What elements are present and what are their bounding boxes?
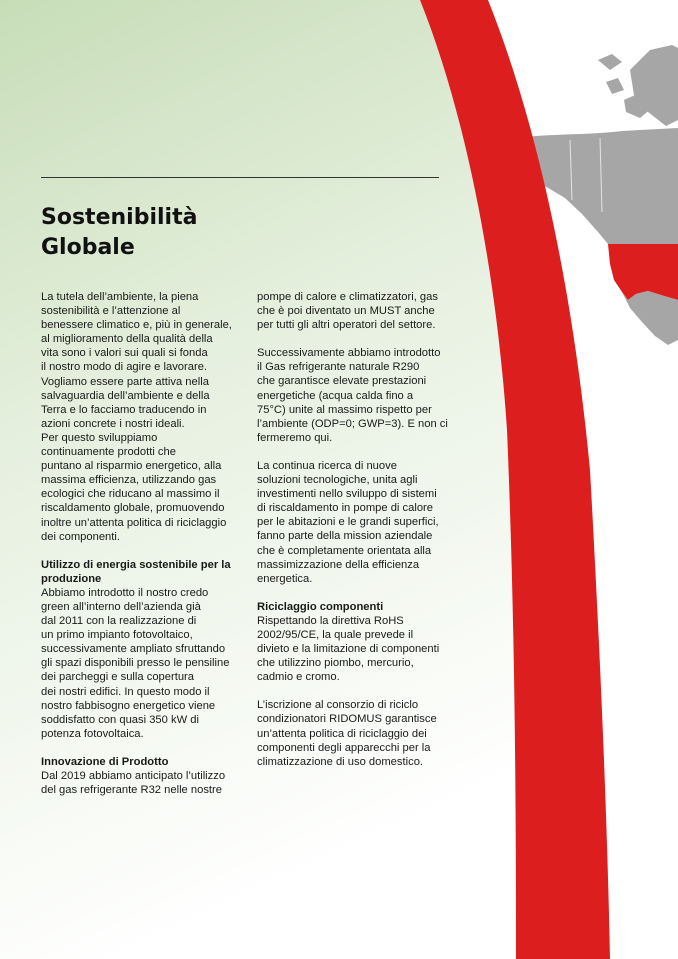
energy-paragraph xyxy=(41,586,246,741)
title-line: Globale xyxy=(41,235,135,260)
text-line: del gas refrigerante R32 nelle nostre xyxy=(41,784,222,797)
recycling-paragraph xyxy=(257,614,457,684)
text-line: soluzioni tecnologiche, unita agli xyxy=(257,474,418,487)
text-line: Dal 2019 abbiamo anticipato l’utilizzo xyxy=(41,770,226,782)
text-line: Vogliamo essere parte attiva nella xyxy=(41,375,209,388)
header-rule xyxy=(41,177,439,178)
text-line: benessere climatico e, più in generale, xyxy=(41,319,232,332)
text-line: salvaguardia dell’ambiente e della xyxy=(41,389,210,402)
text-line: pompe di calore e climatizzatori, gas xyxy=(257,291,438,303)
map-usa-highlight xyxy=(608,244,678,300)
consortium-paragraph xyxy=(257,698,457,768)
text-line: La tutela dell’ambiente, la piena xyxy=(41,291,199,303)
text-line: che utilizzino piombo, mercurio, xyxy=(257,657,414,670)
page-title xyxy=(41,203,197,263)
text-line: massimizzazione della efficienza xyxy=(257,558,420,571)
text-line: dei componenti. xyxy=(41,530,120,543)
text-line: potenza fotovoltaica. xyxy=(41,727,144,740)
heading-line: Riciclaggio componenti xyxy=(257,600,384,613)
continuation-paragraph xyxy=(257,290,457,332)
text-line: il nostro modo di agire e lavorare. xyxy=(41,361,208,374)
text-line: riscaldamento globale, promuovendo xyxy=(41,502,225,515)
text-line: che è poi diventato un MUST anche xyxy=(257,305,435,318)
text-line: nostro fabbisogno energetico viene xyxy=(41,699,216,712)
text-line: energetiche (acqua calda fino a xyxy=(257,389,414,402)
text-line: 75°C) unite al massimo rispetto per xyxy=(257,403,432,416)
title-line: Sostenibilità xyxy=(41,205,198,230)
right-column xyxy=(257,290,457,783)
text-line: un primo impianto fotovoltaico, xyxy=(41,629,193,642)
text-line: Per questo sviluppiamo xyxy=(41,431,158,444)
heading-line: Utilizzo di energia sostenibile per la xyxy=(41,558,231,571)
text-line: per tutti gli altri operatori del settore. xyxy=(257,319,436,332)
text-line: al miglioramento della qualità della xyxy=(41,333,213,346)
text-line: fermeremo qui. xyxy=(257,431,333,444)
text-line: Rispettando la direttiva RoHS xyxy=(257,614,404,627)
text-line: dei parcheggi e sulla copertura xyxy=(41,671,194,684)
text-line: sostenibilità e l’attenzione al xyxy=(41,305,181,318)
text-line: gli spazi disponibili presso le pensiline xyxy=(41,657,230,670)
text-line: cadmio e cromo. xyxy=(257,671,340,684)
innovation-heading xyxy=(41,755,246,769)
text-line: di riscaldamento in pompe di calore xyxy=(257,502,433,515)
text-line: inoltre un’attenta politica di riciclaggio xyxy=(41,516,227,529)
text-line: il Gas refrigerante naturale R290 xyxy=(257,361,420,374)
recycling-heading xyxy=(257,600,457,614)
r290-paragraph xyxy=(257,346,457,445)
text-line: divieto e la limitazione di componenti xyxy=(257,643,440,656)
text-line: soddisfatto con quasi 350 kW di xyxy=(41,713,199,726)
map-arctic-island-3 xyxy=(606,78,624,94)
text-line: componenti degli apparecchi per la xyxy=(257,741,431,754)
text-line: dei nostri edifici. In questo modo il xyxy=(41,685,210,698)
text-line: fanno parte della mission aziendale xyxy=(257,530,433,543)
research-paragraph xyxy=(257,459,457,586)
text-line: La continua ricerca di nuove xyxy=(257,459,397,472)
text-line: 2002/95/CE, la quale prevede il xyxy=(257,628,414,641)
text-line: successivamente ampliato sfruttando xyxy=(41,643,226,656)
text-line: condizionatori RIDOMUS garantisce xyxy=(257,713,437,726)
text-line: che è completamente orientata alla xyxy=(257,544,432,557)
text-line: massima efficienza, utilizzando gas xyxy=(41,474,217,487)
text-line: che garantisce elevate prestazioni xyxy=(257,375,427,388)
text-line: L’iscrizione al consorzio di riciclo xyxy=(257,699,419,712)
text-line: continuamente prodotti che xyxy=(41,446,176,459)
text-line: puntano al risparmio energetico, alla xyxy=(41,460,222,473)
text-line: un’attenta politica di riciclaggio dei xyxy=(257,727,427,740)
map-mexico xyxy=(622,291,678,345)
text-line: l’ambiente (ODP=0; GWP=3). E non ci xyxy=(257,417,448,430)
text-line: Successivamente abbiamo introdotto xyxy=(257,347,441,360)
text-line: Terra e lo facciamo traducendo in xyxy=(41,403,207,416)
text-line: investimenti nello sviluppo di sistemi xyxy=(257,488,437,501)
text-line: climatizzazione di uso domestico. xyxy=(257,755,424,768)
intro-paragraph xyxy=(41,290,246,544)
text-line: green all’interno dell’azienda già xyxy=(41,600,201,613)
text-line: energetica. xyxy=(257,572,313,585)
energy-heading xyxy=(41,558,246,586)
heading-line: Innovazione di Prodotto xyxy=(41,755,169,768)
innovation-paragraph xyxy=(41,769,246,797)
text-line: ecologici che riducano al massimo il xyxy=(41,488,220,501)
text-line: azioni concrete i nostri ideali. xyxy=(41,417,185,430)
left-column xyxy=(41,290,246,811)
text-line: Abbiamo introdotto il nostro credo xyxy=(41,586,209,599)
heading-line: produzione xyxy=(41,572,102,585)
text-line: dal 2011 con la realizzazione di xyxy=(41,615,197,628)
text-line: per le abitazioni e le grandi superfici, xyxy=(257,516,439,529)
map-arctic-island-1 xyxy=(598,54,622,70)
text-line: vita sono i valori sui quali si fonda xyxy=(41,347,208,360)
